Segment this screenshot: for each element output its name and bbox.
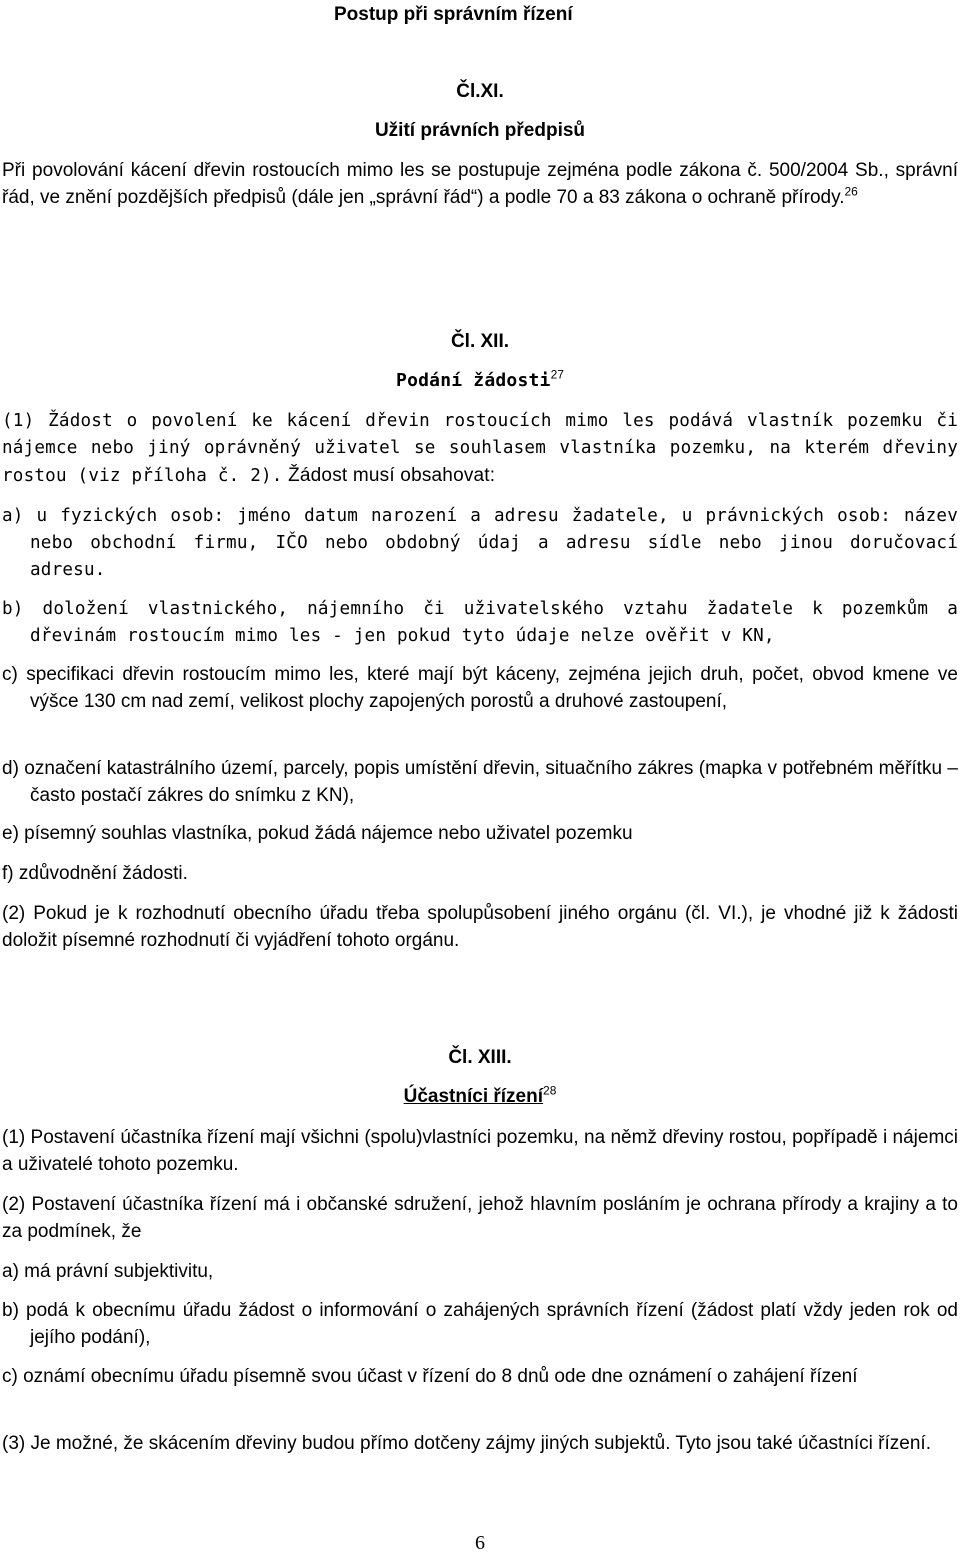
requirement-f: f) zdůvodnění žádosti.: [2, 863, 188, 884]
requirement-c: c) specifikaci dřevin rostoucím mimo les, které mají být káceny, zejména jejich druh, počet, obvod kmene ve výšce 130 cm nad zemí, velikost plochy zapojených porostů a druhové zastoupení,: [2, 664, 958, 712]
requirement-a: a) u fyzických osob: jméno datum narození a adresu žadatele, u právnických osob: název nebo obchodní firmu, IČO nebo obdobný údaj a adresu sídle nebo jinou doručovací adresu.: [2, 506, 958, 580]
paragraph-1-tail: Žádost musí obsahovat:: [282, 465, 496, 486]
document-title: Postup při správním řízení: [334, 4, 573, 25]
article-13-paragraph-2: (2) Postavení účastníka řízení má i občanské sdružení, jehož hlavním posláním je ochrana přírody a krajiny a to za podmínek, že: [2, 1194, 958, 1242]
requirement-e: e) písemný souhlas vlastníka, pokud žádá nájemce nebo uživatel pozemku: [2, 823, 633, 844]
condition-c: c) oznámí obecnímu úřadu písemně svou účast v řízení do 8 dnů ode dne oznámení o zahájení řízení: [2, 1366, 858, 1387]
footnote-ref: 28: [543, 1083, 557, 1098]
article-11-text: [2, 157, 958, 211]
footnote-ref: 27: [550, 367, 564, 382]
article-11-number: Čl.XI.: [456, 81, 504, 102]
requirement-d: d) označení katastrálního území, parcely, popis umístění dřevin, situačního zákres (mapka v potřebném měřítku – často postačí zákres do snímku z KN),: [2, 758, 958, 806]
article-12-paragraph-1: [2, 408, 958, 490]
article-12-title: Podání žádosti: [396, 370, 551, 391]
page-number: 6: [475, 1532, 485, 1554]
article-11-text-body: Při povolování kácení dřevin rostoucích mimo les se postupuje zejména podle zákona č. 500/2004 Sb., správní řád, ve znění pozdějších předpisů (dále jen „správní řád“) a podle 70 a 83 zákona o ochraně přírody.: [2, 160, 958, 208]
paragraph-1-mono: (1) Žádost o povolení ke kácení dřevin rostoucích mimo les podává vlastník pozemku či nájemce nebo jiný oprávněný uživatel se souhlasem vlastníka pozemku, na kterém dřeviny rostou (viz příloha č. 2).: [2, 411, 958, 486]
article-13-number: Čl. XIII.: [448, 1047, 512, 1068]
article-12-number: Čl. XII.: [450, 331, 510, 352]
article-12-heading: [0, 367, 960, 394]
article-11-title: Užití právních předpisů: [374, 120, 586, 141]
requirement-b: b) doložení vlastnického, nájemního či uživatelského vztahu žadatele k pozemkům a dřevinám rostoucím mimo les - jen pokud tyto údaje nelze ověřit v KN,: [2, 599, 958, 646]
article-13-paragraph-3: (3) Je možné, že skácením dřeviny budou přímo dotčeny zájmy jiných subjektů. Tyto jsou také účastníci řízení.: [2, 1433, 931, 1454]
condition-b: b) podá k obecnímu úřadu žádost o informování o zahájených správních řízení (žádost platí vždy jeden rok od jejího podání),: [2, 1300, 958, 1348]
article-12-paragraph-2: (2) Pokud je k rozhodnutí obecního úřadu třeba spolupůsobení jiného orgánu (čl. VI.), je vhodné již k žádosti doložit písemné rozhodnutí či vyjádření tohoto orgánu.: [2, 903, 958, 951]
article-13-paragraph-1: (1) Postavení účastníka řízení mají všichni (spolu)vlastníci pozemku, na němž dřeviny rostou, popřípadě i nájemci a uživatelé tohoto pozemku.: [2, 1127, 958, 1175]
footnote-ref: 26: [844, 184, 858, 199]
article-13-heading: [0, 1083, 960, 1110]
article-13-title: Účastníci řízení: [403, 1086, 544, 1107]
condition-a: a) má právní subjektivitu,: [2, 1261, 214, 1282]
